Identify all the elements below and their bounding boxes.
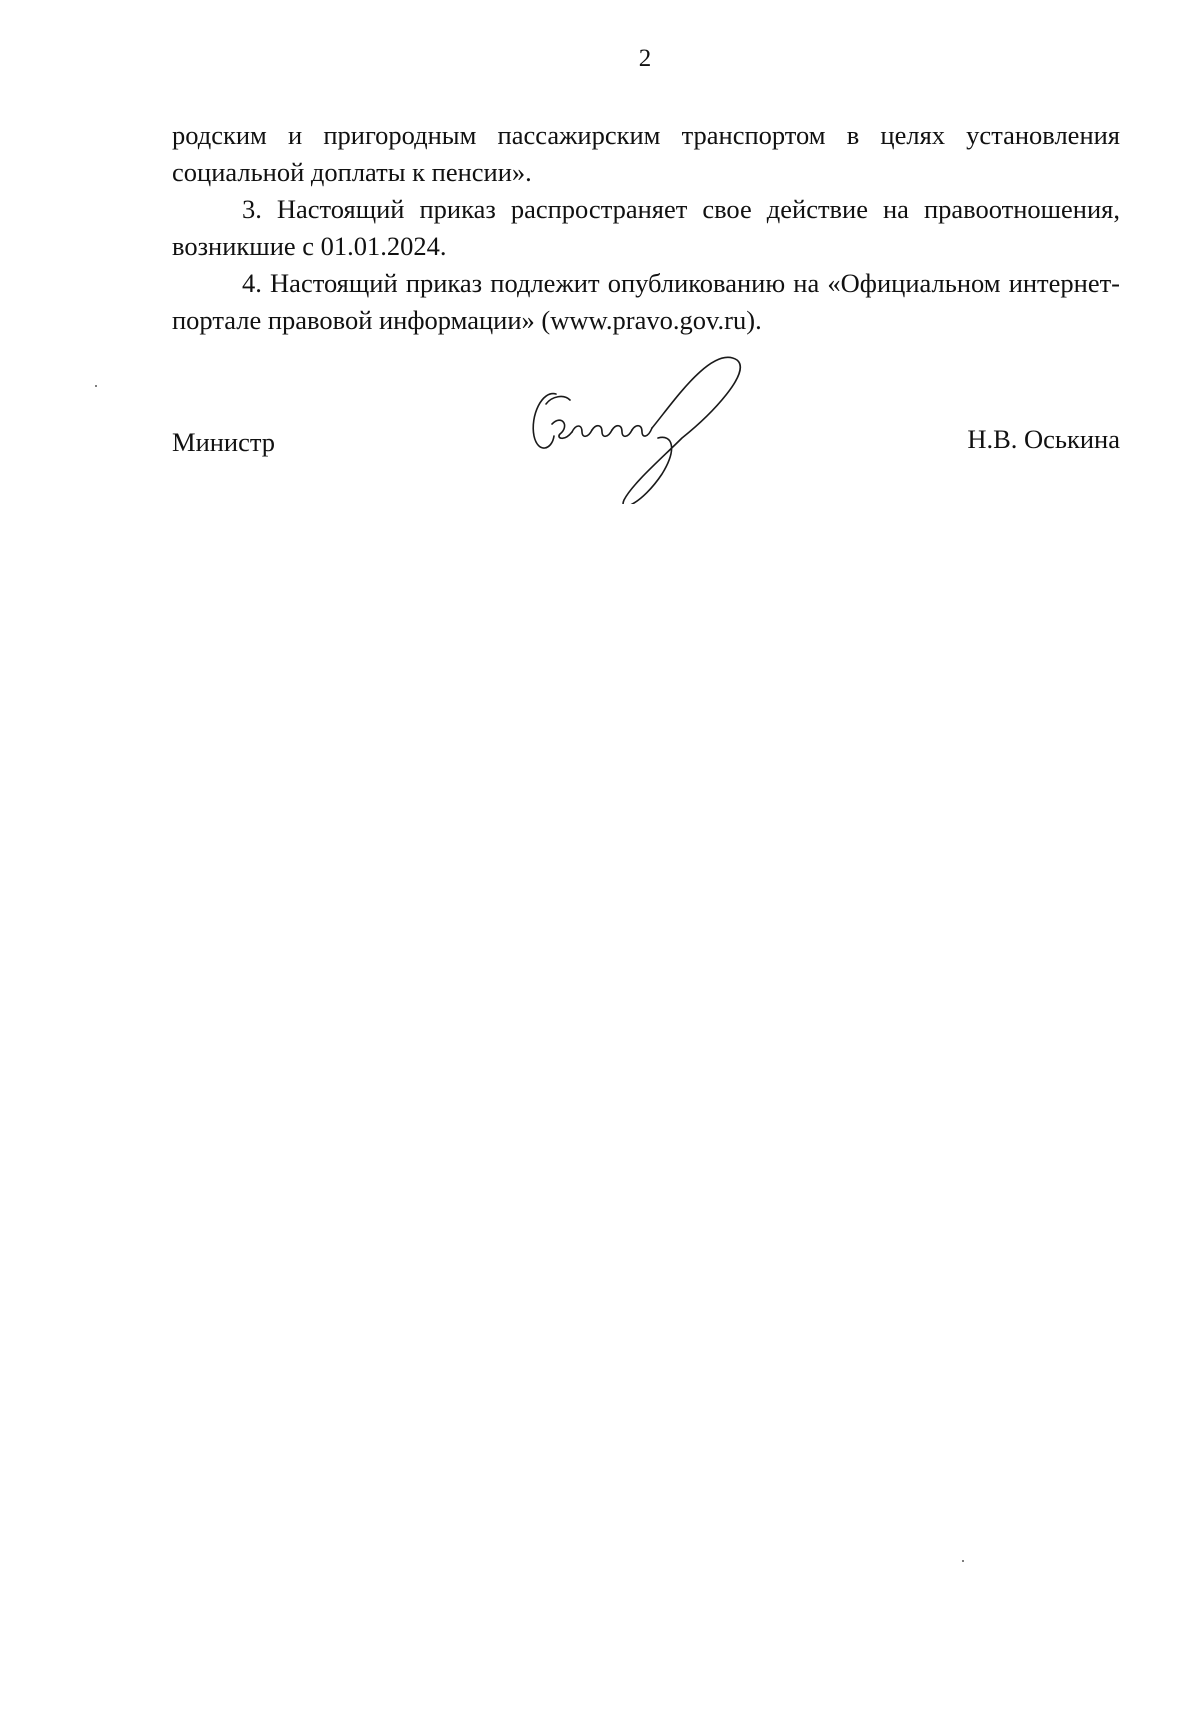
signature-icon [512, 354, 772, 504]
position-title: Министр [172, 427, 276, 457]
paragraph-continuation: родским и пригородным пассажирским транспортом в целях установления социальной доплаты к пенсии». [172, 120, 1120, 187]
paragraph-4: 4. Настоящий приказ подлежит опубликованию на «Официальном интернет-портале правовой информации» (www.pravo.gov.ru). [172, 268, 1120, 335]
signatory-name: Н.В. Оськина [967, 424, 1120, 454]
scan-speck [962, 1560, 964, 1562]
page-number: 2 [638, 45, 652, 72]
scan-speck [95, 385, 97, 387]
signature-block [172, 360, 1120, 510]
paragraph-3: 3. Настоящий приказ распространяет свое действие на правоотношения, возникшие с 01.01.2024. [172, 194, 1120, 261]
body-text [172, 117, 1120, 339]
